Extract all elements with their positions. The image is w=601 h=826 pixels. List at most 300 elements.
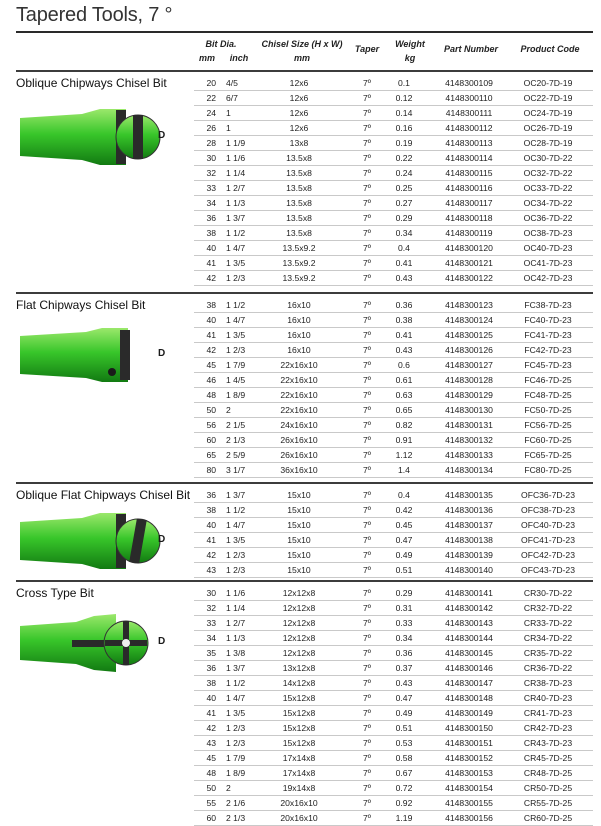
cell-weight: 0.91: [395, 435, 413, 445]
cell-product-code: OC36-7D-22: [523, 213, 573, 223]
cell-taper: 7º: [363, 490, 371, 500]
cell-weight: 0.16: [395, 123, 413, 133]
cell-chisel-size: 13x12x8: [282, 663, 316, 673]
cell-part-number: 4148300136: [445, 505, 493, 515]
cell-taper: 7º: [363, 535, 371, 545]
cell-bit-mm: 30: [206, 153, 216, 163]
table-row: [194, 676, 593, 691]
cell-taper: 7º: [363, 258, 371, 268]
cell-taper: 7º: [363, 768, 371, 778]
cell-part-number: 4148300150: [445, 723, 493, 733]
cell-part-number: 4148300113: [445, 138, 493, 148]
cell-part-number: 4148300143: [445, 618, 493, 628]
cell-product-code: CR45-7D-25: [523, 753, 573, 763]
cell-part-number: 4148300147: [445, 678, 493, 688]
cell-weight: 0.61: [395, 375, 413, 385]
diameter-label: D: [158, 348, 166, 359]
cell-product-code: CR30-7D-22: [523, 588, 573, 598]
cell-taper: 7º: [363, 505, 371, 515]
cell-product-code: OC33-7D-22: [523, 183, 573, 193]
cell-weight: 0.49: [395, 708, 413, 718]
cell-bit-mm: 36: [206, 490, 216, 500]
cell-product-code: CR36-7D-22: [523, 663, 573, 673]
cell-chisel-size: 24x16x10: [280, 420, 318, 430]
cell-weight: 0.72: [395, 783, 413, 793]
cell-weight: 0.22: [395, 153, 413, 163]
cell-bit-mm: 48: [206, 390, 216, 400]
table-row: [194, 533, 593, 548]
header-chisel-unit: mm: [293, 53, 310, 63]
cell-chisel-size: 12x12x8: [282, 633, 316, 643]
table-row: [194, 463, 593, 478]
cell-taper: 7º: [363, 813, 371, 823]
cell-bit-mm: 36: [206, 663, 216, 673]
cell-bit-mm: 42: [206, 273, 216, 283]
cell-bit-inch: 1 1/3: [226, 633, 246, 643]
cell-taper: 7º: [363, 213, 371, 223]
table-row: [194, 563, 593, 578]
cell-weight: 1.4: [398, 465, 410, 475]
cell-chisel-size: 22x16x10: [280, 390, 318, 400]
cell-bit-mm: 26: [206, 123, 216, 133]
table-row: [194, 796, 593, 811]
cell-product-code: OFC41-7D-23: [521, 535, 575, 545]
table-row: [194, 388, 593, 403]
table-row: [194, 518, 593, 533]
header-part-number: Part Number: [443, 44, 498, 54]
cell-product-code: FC80-7D-25: [524, 465, 572, 475]
cell-weight: 0.43: [395, 345, 413, 355]
cell-product-code: OC42-7D-23: [523, 273, 573, 283]
cell-chisel-size: 15x10: [287, 565, 311, 575]
cell-chisel-size: 12x6: [289, 108, 309, 118]
cell-part-number: 4148300112: [445, 123, 493, 133]
cell-taper: 7º: [363, 405, 371, 415]
cell-taper: 7º: [363, 243, 371, 253]
cell-product-code: CR40-7D-23: [523, 693, 573, 703]
cell-bit-mm: 41: [206, 258, 216, 268]
header-chisel-size: Chisel Size (H x W): [261, 39, 343, 49]
table-row: [194, 181, 593, 196]
section-title: Oblique Flat Chipways Chisel Bit: [16, 488, 191, 502]
table-row: [194, 736, 593, 751]
cell-bit-inch: 1 1/2: [226, 300, 246, 310]
cell-bit-inch: 1: [226, 123, 231, 133]
cell-bit-mm: 41: [206, 535, 216, 545]
cell-bit-inch: 2 1/3: [226, 813, 246, 823]
cell-taper: 7º: [363, 693, 371, 703]
cell-chisel-size: 15x12x8: [282, 693, 316, 703]
cell-part-number: 4148300138: [445, 535, 493, 545]
cell-taper: 7º: [363, 550, 371, 560]
section-divider: [16, 292, 593, 294]
cell-taper: 7º: [363, 390, 371, 400]
cell-bit-mm: 33: [206, 183, 216, 193]
cell-bit-inch: 1 2/7: [226, 618, 246, 628]
cell-part-number: 4148300117: [445, 198, 493, 208]
cell-chisel-size: 22x16x10: [280, 405, 318, 415]
cell-product-code: FC45-7D-23: [524, 360, 572, 370]
cell-bit-inch: 1 4/7: [226, 315, 246, 325]
cell-weight: 0.38: [395, 315, 413, 325]
cell-chisel-size: 14x12x8: [282, 678, 316, 688]
cell-chisel-size: 12x12x8: [282, 648, 316, 658]
cell-bit-inch: 1 3/5: [226, 330, 246, 340]
cell-product-code: OFC38-7D-23: [521, 505, 575, 515]
cell-chisel-size: 15x10: [287, 490, 311, 500]
cell-part-number: 4148300125: [445, 330, 493, 340]
cell-part-number: 4148300128: [445, 375, 493, 385]
cell-bit-mm: 36: [206, 213, 216, 223]
cell-part-number: 4148300121: [445, 258, 493, 268]
cell-weight: 0.34: [395, 633, 413, 643]
cell-taper: 7º: [363, 708, 371, 718]
table-row: [194, 196, 593, 211]
cell-product-code: OC20-7D-19: [523, 78, 573, 88]
cell-product-code: OC34-7D-22: [523, 198, 573, 208]
cell-weight: 0.51: [395, 723, 413, 733]
cell-bit-mm: 65: [206, 450, 216, 460]
cell-bit-inch: 1 2/3: [226, 273, 246, 283]
cell-bit-mm: 24: [206, 108, 216, 118]
cell-bit-mm: 41: [206, 330, 216, 340]
cell-weight: 0.58: [395, 753, 413, 763]
cell-part-number: 4148300140: [445, 565, 493, 575]
cell-chisel-size: 13.5x8: [286, 183, 312, 193]
cell-bit-inch: 1 1/2: [226, 678, 246, 688]
cell-part-number: 4148300153: [445, 768, 493, 778]
cell-taper: 7º: [363, 330, 371, 340]
cell-weight: 0.47: [395, 693, 413, 703]
cell-bit-mm: 38: [206, 228, 216, 238]
table-row: [194, 586, 593, 601]
cell-taper: 7º: [363, 315, 371, 325]
cell-bit-mm: 80: [206, 465, 216, 475]
cell-bit-mm: 40: [206, 520, 216, 530]
cell-chisel-size: 13.5x9.2: [282, 243, 316, 253]
table-row: [194, 646, 593, 661]
header-weight: Weight: [395, 39, 425, 49]
cell-product-code: FC41-7D-23: [524, 330, 572, 340]
cell-part-number: 4148300137: [445, 520, 493, 530]
header-weight-unit: kg: [404, 53, 416, 63]
cell-chisel-size: 13.5x8: [286, 153, 312, 163]
cell-weight: 0.36: [395, 300, 413, 310]
cell-product-code: OC40-7D-23: [523, 243, 573, 253]
cell-chisel-size: 19x14x8: [282, 783, 316, 793]
table-row: [194, 433, 593, 448]
diameter-label: D: [158, 534, 166, 545]
cell-weight: 0.65: [395, 405, 413, 415]
cell-taper: 7º: [363, 565, 371, 575]
cell-bit-inch: 1 3/7: [226, 490, 246, 500]
title-divider: [16, 31, 593, 33]
cell-chisel-size: 17x14x8: [282, 768, 316, 778]
cell-weight: 0.43: [395, 273, 413, 283]
cell-bit-mm: 38: [206, 505, 216, 515]
cell-bit-mm: 34: [206, 198, 216, 208]
cell-bit-mm: 42: [206, 550, 216, 560]
cell-weight: 0.45: [395, 520, 413, 530]
cell-chisel-size: 20x16x10: [280, 813, 318, 823]
cell-taper: 7º: [363, 300, 371, 310]
table-row: [194, 488, 593, 503]
section-title: Flat Chipways Chisel Bit: [16, 298, 146, 312]
cell-bit-mm: 35: [206, 648, 216, 658]
cell-taper: 7º: [363, 603, 371, 613]
cell-weight: 0.41: [395, 330, 413, 340]
cell-chisel-size: 15x10: [287, 520, 311, 530]
cell-taper: 7º: [363, 420, 371, 430]
cell-part-number: 4148300135: [445, 490, 493, 500]
cell-product-code: CR50-7D-25: [523, 783, 573, 793]
cell-chisel-size: 22x16x10: [280, 375, 318, 385]
cell-product-code: CR42-7D-23: [523, 723, 573, 733]
cell-bit-inch: 1 2/3: [226, 738, 246, 748]
cell-part-number: 4148300127: [445, 360, 493, 370]
cell-product-code: CR38-7D-23: [523, 678, 573, 688]
cell-product-code: FC50-7D-25: [524, 405, 572, 415]
cell-bit-inch: 1: [226, 108, 231, 118]
cell-product-code: FC65-7D-25: [524, 450, 572, 460]
table-row: [194, 721, 593, 736]
cell-bit-inch: 1 1/6: [226, 588, 246, 598]
cell-product-code: OC28-7D-19: [523, 138, 573, 148]
cell-part-number: 4148300122: [445, 273, 493, 283]
table-row: [194, 448, 593, 463]
cell-chisel-size: 36x16x10: [280, 465, 318, 475]
cell-weight: 0.24: [395, 168, 413, 178]
cell-part-number: 4148300134: [445, 465, 493, 475]
cell-bit-inch: 1 8/9: [226, 768, 246, 778]
cell-bit-inch: 1 4/7: [226, 693, 246, 703]
cell-chisel-size: 16x10: [287, 315, 311, 325]
cell-chisel-size: 13.5x8: [286, 213, 312, 223]
cell-bit-inch: 1 2/3: [226, 345, 246, 355]
cell-part-number: 4148300133: [445, 450, 493, 460]
cell-part-number: 4148300156: [445, 813, 493, 823]
cell-part-number: 4148300109: [445, 78, 493, 88]
cell-part-number: 4148300148: [445, 693, 493, 703]
table-row: [194, 631, 593, 646]
table-row: [194, 151, 593, 166]
cross-type-bit-diagram: [16, 610, 166, 685]
table-row: [194, 271, 593, 286]
cell-part-number: 4148300154: [445, 783, 493, 793]
cell-bit-mm: 46: [206, 375, 216, 385]
cell-bit-inch: 1 2/7: [226, 183, 246, 193]
header-mm: mm: [198, 53, 215, 63]
cell-weight: 0.49: [395, 550, 413, 560]
cell-chisel-size: 13x8: [289, 138, 309, 148]
cell-product-code: FC56-7D-25: [524, 420, 572, 430]
cell-taper: 7º: [363, 228, 371, 238]
cell-chisel-size: 15x10: [287, 505, 311, 515]
cell-chisel-size: 13.5x8: [286, 228, 312, 238]
cell-product-code: OC26-7D-19: [523, 123, 573, 133]
cell-part-number: 4148300142: [445, 603, 493, 613]
cell-weight: 0.25: [395, 183, 413, 193]
cell-taper: 7º: [363, 93, 371, 103]
cell-part-number: 4148300139: [445, 550, 493, 560]
cell-bit-inch: 2 5/9: [226, 450, 246, 460]
cell-bit-inch: 1 3/5: [226, 258, 246, 268]
cell-bit-mm: 60: [206, 435, 216, 445]
cell-taper: 7º: [363, 520, 371, 530]
cell-part-number: 4148300119: [445, 228, 493, 238]
cell-weight: 0.4: [398, 243, 410, 253]
cell-product-code: CR60-7D-25: [523, 813, 573, 823]
table-row: [194, 601, 593, 616]
cell-bit-mm: 28: [206, 138, 216, 148]
cell-product-code: CR55-7D-25: [523, 798, 573, 808]
cell-bit-inch: 2 1/3: [226, 435, 246, 445]
cell-bit-inch: 4/5: [226, 78, 238, 88]
table-row: [194, 106, 593, 121]
table-row: [194, 358, 593, 373]
section-title: Oblique Chipways Chisel Bit: [16, 76, 167, 90]
cell-bit-inch: 1 4/7: [226, 243, 246, 253]
cell-part-number: 4148300111: [445, 108, 493, 118]
cell-chisel-size: 15x10: [287, 550, 311, 560]
diameter-label: D: [158, 130, 166, 141]
cell-product-code: OFC36-7D-23: [521, 490, 575, 500]
cell-weight: 0.41: [395, 258, 413, 268]
table-row: [194, 661, 593, 676]
cell-product-code: OC38-7D-23: [523, 228, 573, 238]
cell-product-code: FC42-7D-23: [524, 345, 572, 355]
cell-bit-inch: 1 3/5: [226, 535, 246, 545]
cell-part-number: 4148300118: [445, 213, 493, 223]
cell-bit-mm: 30: [206, 588, 216, 598]
table-row: [194, 403, 593, 418]
cell-chisel-size: 15x12x8: [282, 708, 316, 718]
cell-weight: 0.47: [395, 535, 413, 545]
cell-bit-inch: 1 2/3: [226, 723, 246, 733]
header-bit-dia: Bit Dia.: [205, 39, 237, 49]
cell-taper: 7º: [363, 723, 371, 733]
cell-bit-inch: 1 1/2: [226, 228, 246, 238]
cell-weight: 0.27: [395, 198, 413, 208]
cell-bit-inch: 6/7: [226, 93, 238, 103]
cell-bit-mm: 50: [206, 405, 216, 415]
cell-chisel-size: 13.5x9.2: [282, 258, 316, 268]
cell-chisel-size: 26x16x10: [280, 450, 318, 460]
cell-chisel-size: 13.5x8: [286, 168, 312, 178]
cell-bit-mm: 33: [206, 618, 216, 628]
cell-chisel-size: 12x12x8: [282, 603, 316, 613]
page-title: Tapered Tools, 7 °: [16, 4, 173, 26]
cell-chisel-size: 16x10: [287, 345, 311, 355]
cell-weight: 0.33: [395, 618, 413, 628]
cell-weight: 1.12: [395, 450, 413, 460]
cell-chisel-size: 12x6: [289, 123, 309, 133]
table-row: [194, 91, 593, 106]
cell-product-code: OFC40-7D-23: [521, 520, 575, 530]
section-divider: [16, 482, 593, 484]
table-row: [194, 256, 593, 271]
cell-weight: 0.19: [395, 138, 413, 148]
table-row: [194, 706, 593, 721]
cell-bit-mm: 50: [206, 783, 216, 793]
table-row: [194, 766, 593, 781]
cell-part-number: 4148300129: [445, 390, 493, 400]
table-row: [194, 313, 593, 328]
cell-taper: 7º: [363, 168, 371, 178]
cell-bit-inch: 1 1/6: [226, 153, 246, 163]
section-title: Cross Type Bit: [16, 586, 94, 600]
cell-bit-inch: 1 1/2: [226, 505, 246, 515]
cell-taper: 7º: [363, 108, 371, 118]
cell-bit-mm: 56: [206, 420, 216, 430]
cell-chisel-size: 12x12x8: [282, 588, 316, 598]
cell-part-number: 4148300144: [445, 633, 493, 643]
cell-chisel-size: 22x16x10: [280, 360, 318, 370]
cell-bit-inch: 1 8/9: [226, 390, 246, 400]
cell-taper: 7º: [363, 360, 371, 370]
cell-bit-mm: 22: [206, 93, 216, 103]
cell-taper: 7º: [363, 753, 371, 763]
cell-bit-inch: 1 7/9: [226, 753, 246, 763]
cell-weight: 1.19: [395, 813, 413, 823]
cell-bit-mm: 41: [206, 708, 216, 718]
cell-weight: 0.37: [395, 663, 413, 673]
cell-bit-mm: 42: [206, 345, 216, 355]
cell-bit-mm: 45: [206, 753, 216, 763]
cell-weight: 0.51: [395, 565, 413, 575]
cell-bit-inch: 1 1/4: [226, 603, 246, 613]
cell-taper: 7º: [363, 138, 371, 148]
cell-part-number: 4148300131: [445, 420, 493, 430]
table-row: [194, 121, 593, 136]
cell-product-code: FC40-7D-23: [524, 315, 572, 325]
cell-part-number: 4148300155: [445, 798, 493, 808]
cell-bit-mm: 38: [206, 300, 216, 310]
cell-part-number: 4148300114: [445, 153, 493, 163]
cell-bit-inch: 1 3/8: [226, 648, 246, 658]
cell-product-code: CR41-7D-23: [523, 708, 573, 718]
cell-bit-inch: 3 1/7: [226, 465, 246, 475]
cell-bit-inch: 1 1/9: [226, 138, 246, 148]
table-row: [194, 241, 593, 256]
cell-chisel-size: 15x12x8: [282, 723, 316, 733]
cell-bit-mm: 48: [206, 768, 216, 778]
cell-chisel-size: 15x10: [287, 535, 311, 545]
header-inch: inch: [229, 53, 249, 63]
cell-taper: 7º: [363, 618, 371, 628]
cell-part-number: 4148300115: [445, 168, 493, 178]
cell-taper: 7º: [363, 648, 371, 658]
cell-product-code: OC30-7D-22: [523, 153, 573, 163]
cell-bit-mm: 32: [206, 603, 216, 613]
cell-weight: 0.43: [395, 678, 413, 688]
table-row: [194, 781, 593, 796]
cell-bit-inch: 2: [226, 405, 231, 415]
cell-bit-inch: 1 3/5: [226, 708, 246, 718]
table-row: [194, 503, 593, 518]
cell-bit-inch: 1 1/3: [226, 198, 246, 208]
cell-weight: 0.36: [395, 648, 413, 658]
table-row: [194, 691, 593, 706]
table-row: [194, 328, 593, 343]
cell-weight: 0.63: [395, 390, 413, 400]
cell-weight: 0.31: [395, 603, 413, 613]
section-divider: [16, 580, 593, 582]
cell-weight: 0.29: [395, 213, 413, 223]
cell-taper: 7º: [363, 123, 371, 133]
header-taper: Taper: [354, 44, 380, 54]
cell-taper: 7º: [363, 183, 371, 193]
